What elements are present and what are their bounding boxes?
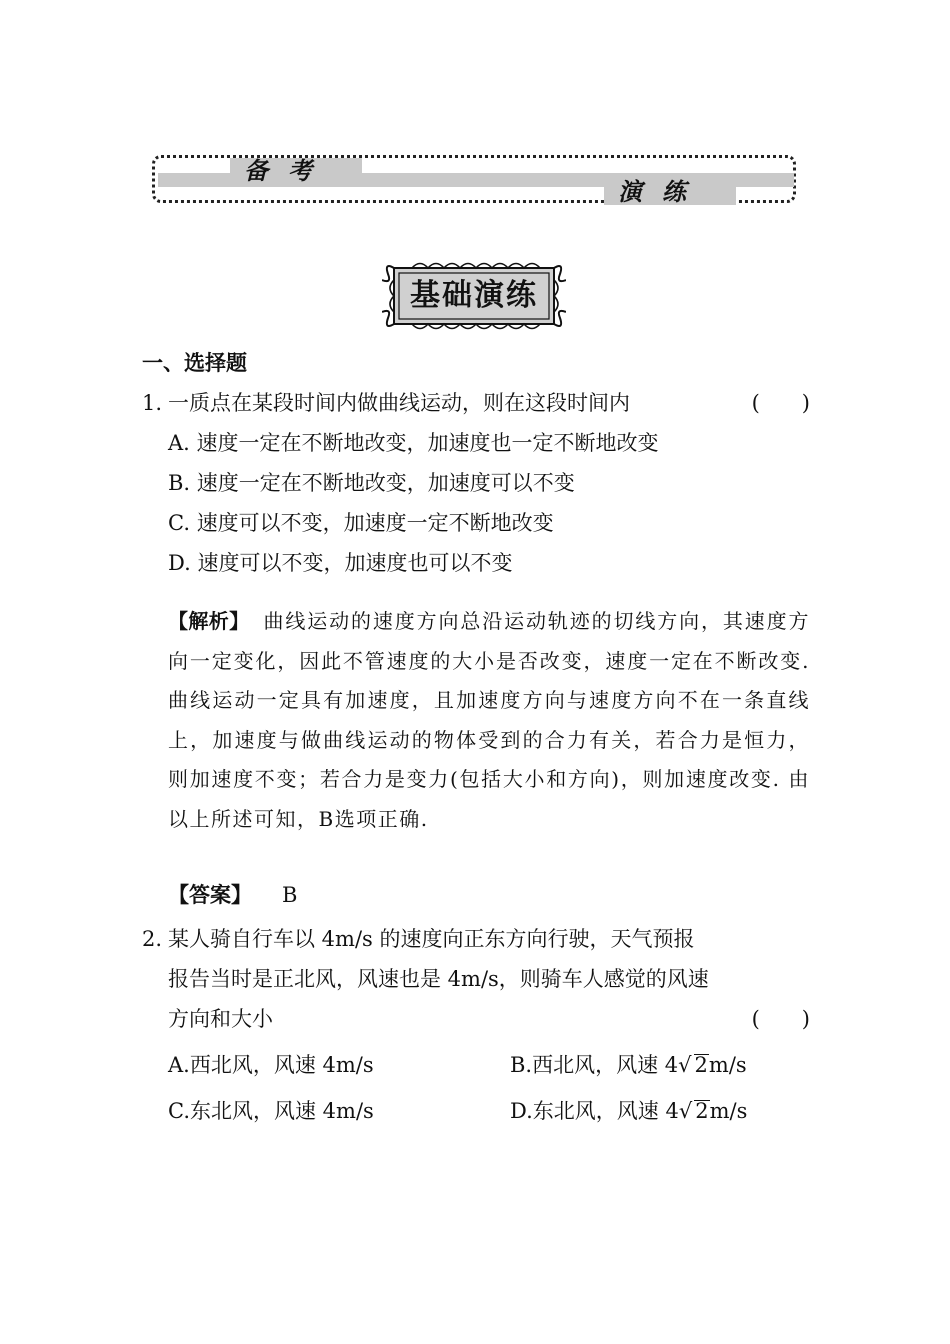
question-number: 2. (142, 927, 163, 951)
answer-blank: ( ) (751, 391, 810, 415)
question-2-stem (142, 924, 810, 1031)
option-text: 速度一定在不断地改变，加速度可以不变 (196, 471, 575, 495)
question-1-answer (168, 880, 297, 910)
option-text: 速度可以不变，加速度一定不断地改变 (196, 511, 554, 535)
option-label: B. (510, 1053, 533, 1077)
question-1-stem (142, 388, 810, 418)
option-label: C. (168, 511, 190, 535)
option-label: D. (510, 1099, 533, 1123)
unit: m/s (708, 1053, 747, 1077)
option-label: B. (168, 471, 191, 495)
section-title: 基础演练 (410, 278, 538, 313)
option-text: 东北风，风速 4m/s (190, 1099, 374, 1123)
option-label: D. (168, 551, 191, 575)
sqrt-icon: √ (678, 1099, 693, 1123)
answer-blank: ( ) (751, 1007, 810, 1031)
question-1-option-d (168, 548, 512, 578)
radicand: 2 (694, 1053, 708, 1077)
sqrt-icon: √ (678, 1053, 692, 1077)
question-1-option-b (168, 468, 575, 498)
header-banner (152, 155, 800, 207)
question-number: 1. (142, 391, 163, 415)
option-label: A. (168, 431, 190, 455)
section-heading: 一、选择题 (142, 351, 247, 375)
option-text: 西北风，风速 4m/s (189, 1053, 374, 1077)
question-1-option-c (168, 508, 554, 538)
question-2-option-c (168, 1096, 374, 1126)
radicand: 2 (695, 1099, 709, 1123)
question-2-option-d (510, 1096, 747, 1126)
section-title-plaque (382, 258, 566, 334)
question-1-analysis (168, 602, 810, 839)
question-text-line-2: 报告当时是正北风，风速也是 4m/s，则骑车人感觉的风速 (168, 967, 709, 991)
question-text-line-1: 某人骑自行车以 4m/s 的速度向正东方向行驶，天气预报 (168, 927, 695, 951)
option-label: A. (168, 1053, 190, 1077)
question-text: 一质点在某段时间内做曲线运动，则在这段时间内 (168, 391, 630, 415)
option-label: C. (168, 1099, 190, 1123)
analysis-text: 曲线运动的速度方向总沿运动轨迹的切线方向，其速度方向一定变化，因此不管速度的大小是否改变，速度一定在不断改变. 曲线运动一定具有加速度，且加速度方向与速度方向不在一条直线上，加速度与做曲线运动的物体受到的合力有关，若合力是恒力，则加速度不变；若合力是变力(包括大小和方向)，则加速度改变. 由以上所述可知，B选项正确. (168, 609, 810, 831)
question-text-line-3: 方向和大小 (168, 1007, 273, 1031)
option-text: 速度一定在不断地改变，加速度也一定不断地改变 (196, 431, 659, 455)
question-2-option-a (168, 1050, 374, 1080)
option-text: 西北风，风速 4 (532, 1053, 679, 1077)
analysis-label: 【解析】 (168, 609, 250, 633)
option-text: 速度可以不变，加速度也可以不变 (197, 551, 513, 575)
unit: m/s (709, 1099, 748, 1123)
answer-label: 【答案】 (168, 883, 252, 907)
question-2-option-b (510, 1050, 747, 1080)
answer-value: B (282, 883, 298, 907)
banner-label-left: 备考 (230, 158, 362, 184)
banner-label-right: 演练 (604, 179, 736, 205)
question-1-option-a (168, 428, 659, 458)
option-text: 东北风，风速 4 (532, 1099, 679, 1123)
